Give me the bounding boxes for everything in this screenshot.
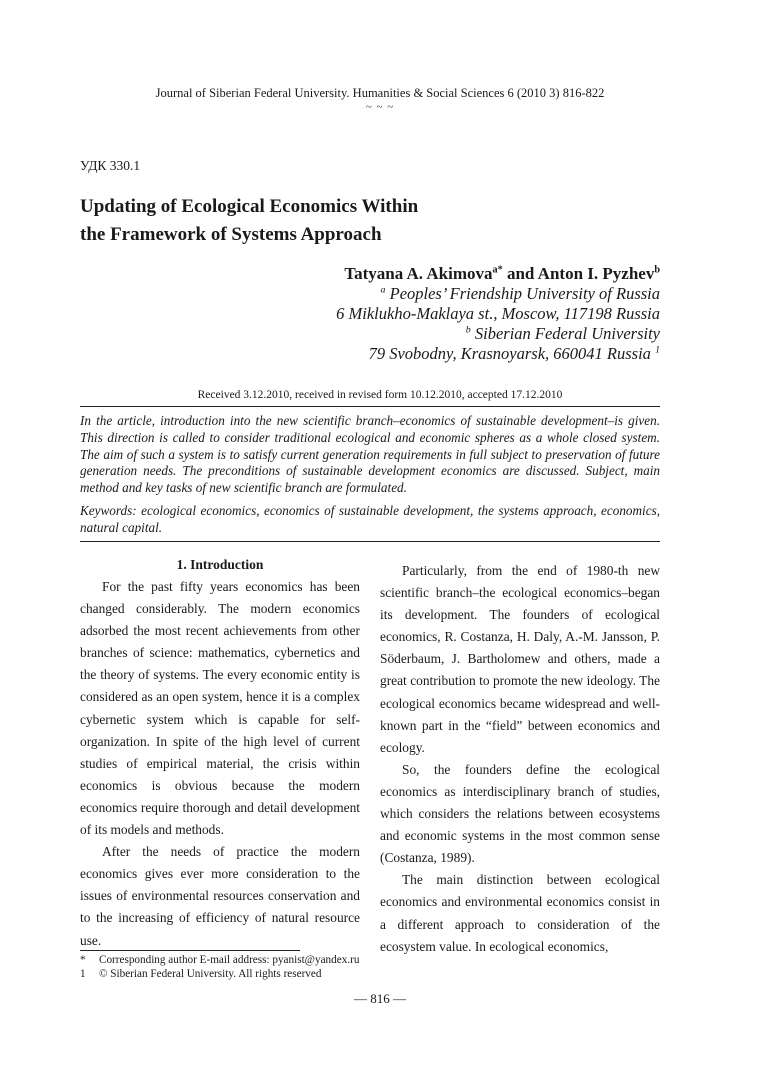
author-1-sup: a* [492, 264, 503, 276]
article-title [80, 193, 680, 249]
aff-a-name: Peoples’ Friendship University of Russia [385, 284, 660, 303]
author-2: Anton I. Pyzhev [537, 264, 655, 283]
author-1: Tatyana A. Akimova [344, 264, 493, 283]
paragraph: For the past fifty years economics has been changed considerably. The modern economics adsorbed the most recent achievements from other branches of science: mathematics, cybernetics and the theory of systems. The every economic entity is considered as an open system, hence it is a complex cybernetic system which is capable for self-organization. In spite of the high level of current studies of empirical material, the crisis within economics is obvious because the modern economics require thorough and detail development of its models and methods. [80, 579, 360, 838]
abstract-box [80, 406, 660, 542]
footnote-mark: * [80, 954, 86, 966]
aff-b-name: Siberian Federal University [470, 324, 660, 343]
aff-a-mark: a [380, 284, 386, 296]
paragraph: The main distinction between ecological economics and environmental economics consist in a different approach to consideration of the ecosystem value. In ecological economics, [380, 872, 660, 954]
keywords: Keywords: ecological economics, economics of sustainable development, the systems approach, economics, natural capital. [80, 502, 660, 535]
section-heading: 1. Introduction [176, 557, 264, 572]
author-2-sup: b [654, 264, 660, 276]
authors-block [336, 264, 660, 364]
affiliation-b [336, 324, 660, 344]
footnotes [80, 953, 359, 981]
paragraph: Particularly, from the end of 1980-th new scientific branch–the ecological economics–began its development. The founders of ecological economics, R. Costanza, H. Daly, A.-M. Jansson, P. Söderbaum, J. Bartholomew and others, made a great contribution to promote the new ideology. The ecological economics became widespread and well-known part in the “field” between economics and ecology. [380, 563, 660, 755]
footnote [80, 953, 359, 967]
journal-header: Journal of Siberian Federal University. Humanities & Social Sciences 6 (2010 3) 816-822 [155, 86, 605, 100]
body-column-right [380, 560, 660, 958]
udk-code: УДК 330.1 [80, 158, 141, 173]
aff-b-footnote-mark: 1 [655, 344, 660, 356]
footnote-text: Corresponding author E-mail address: pyanist@yandex.ru [99, 954, 360, 966]
abstract-text: In the article, introduction into the new scientific branch–economics of sustainable development–is given. This direction is called to consider traditional ecological and economic spheres as a whole closed system. The aim of such a system is to satisfy current generation requirements in full subject to preservation of future generation needs. The preconditions of sustainable development economics are discussed. Subject, main method and key tasks of new scientific branch are formulated. [80, 413, 660, 496]
author-names [336, 264, 660, 284]
received-dates: Received 3.12.2010, received in revised form 10.12.2010, accepted 17.12.2010 [197, 389, 563, 401]
aff-b-address-text: 79 Svobodny, Krasnoyarsk, 660041 Russia [368, 344, 656, 363]
footnote [80, 967, 359, 981]
page-number: — 816 — [354, 991, 406, 1006]
footnote-rule [80, 950, 300, 951]
footnote-mark: 1 [80, 968, 86, 980]
aff-b-mark: b [465, 324, 471, 336]
header-separator: ~ ~ ~ [365, 101, 395, 113]
affiliation-b-address [336, 344, 660, 364]
paragraph: After the needs of practice the modern economics gives ever more consideration to the issues of environmental resources conservation and to the increasing of efficiency of natural resource use. [80, 844, 360, 948]
footnote-text: © Siberian Federal University. All rights reserved [99, 968, 322, 980]
affiliation-a [336, 284, 660, 304]
body-column-left [80, 554, 360, 952]
affiliation-a-address: 6 Miklukho-Maklaya st., Moscow, 117198 Russia [336, 304, 660, 323]
paragraph: So, the founders define the ecological economics as interdisciplinary branch of studies, which considers the relations between ecosystems and economic systems in the most common sense (Costanza, 1989). [380, 761, 660, 866]
author-conjunction: and [502, 264, 538, 283]
title-line-1: Updating of Ecological Economics Within [80, 196, 419, 217]
title-line-2: the Framework of Systems Approach [80, 224, 382, 245]
